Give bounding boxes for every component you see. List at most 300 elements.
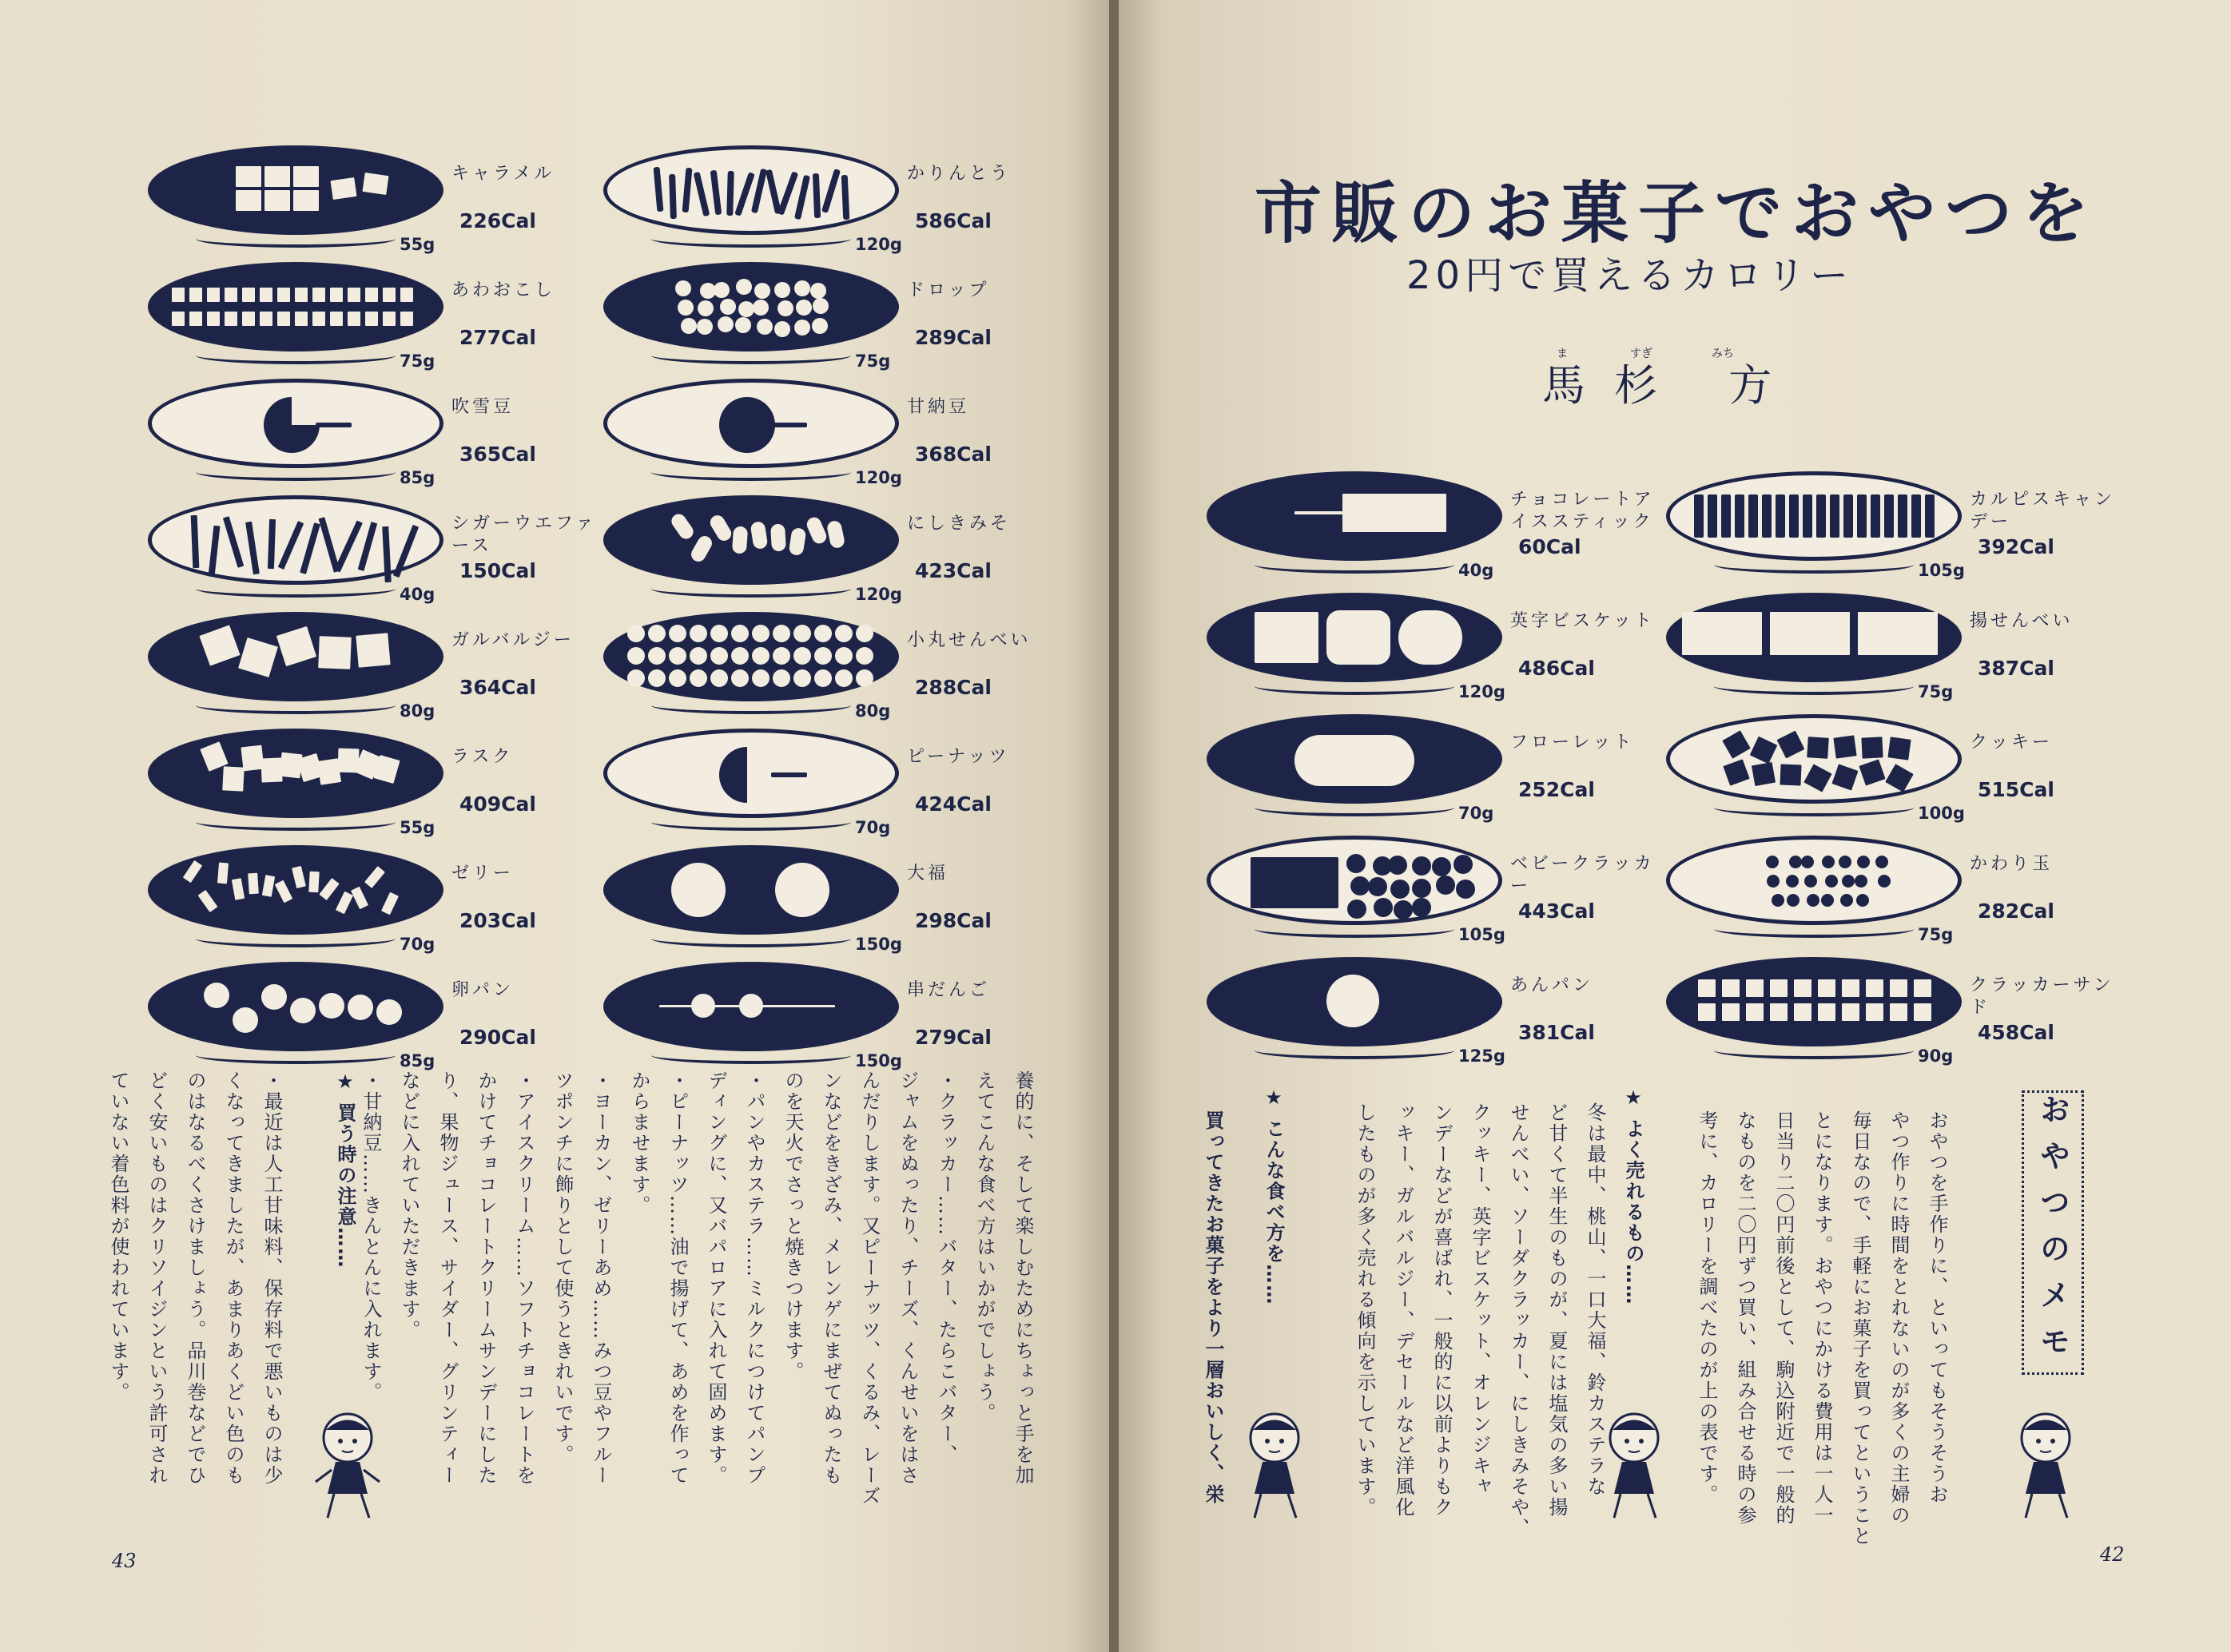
page-subtitle: 20円で買えるカロリー (1406, 253, 1854, 298)
illustration-piece (1394, 900, 1413, 919)
illustration-piece (774, 321, 790, 337)
food-weight: 150g (855, 1051, 902, 1070)
illustration-piece (358, 522, 378, 571)
awaokoshi-squares-icon (148, 262, 443, 351)
caution-col-4: ていない着色料が使われています。 (107, 1070, 129, 1403)
illustration-piece (1346, 854, 1366, 873)
illustration-piece (209, 526, 221, 577)
text-col-5: ンなどをきざみ、メレンゲにまぜてぬったも (820, 1070, 842, 1486)
illustration-piece (1871, 494, 1880, 538)
illustration-piece (739, 994, 763, 1018)
cigar-sticks-icon (148, 495, 443, 585)
food-name: あんパン (1510, 975, 1594, 995)
text-col-1: えてこんな食べ方はいかがでしょう。 (973, 1070, 996, 1424)
caution-col-1: くなってきましたが、あまりあくどい色のも (222, 1070, 245, 1486)
illustration-piece (710, 669, 728, 687)
food-weight: 55g (400, 818, 435, 837)
text-col-7: ・パンやカステラ……ミルクにつけてパンプ (743, 1070, 766, 1486)
illustration-piece (1842, 979, 1859, 997)
food-calories: 368Cal (915, 443, 992, 466)
abc-biscuits-icon (1207, 593, 1502, 682)
illustration-piece (348, 312, 360, 326)
cookie-pieces-icon (1666, 714, 1962, 804)
illustration-piece (1721, 494, 1731, 538)
text-col-3: ジャムをぬったり、チーズ、くんせいをはさ (897, 1070, 919, 1486)
illustration-piece (856, 625, 873, 642)
illustration-piece (1326, 610, 1390, 665)
food-calories: 290Cal (459, 1026, 536, 1049)
food-calories: 282Cal (1978, 899, 2054, 923)
food-calories: 409Cal (459, 792, 536, 816)
illustration-piece (1326, 975, 1379, 1027)
food-name: 英字ビスケット (1510, 611, 1655, 631)
tray-line (196, 813, 396, 831)
food-name: クラッカーサンド (1970, 975, 2114, 1018)
drop-candies-icon (603, 262, 899, 351)
food-name: 卵パン (451, 980, 515, 1000)
illustration-piece (381, 892, 399, 915)
illustration-piece (1822, 856, 1835, 868)
illustration-piece (262, 875, 275, 897)
illustration-piece (1432, 857, 1451, 876)
right-page (1119, 0, 2231, 1652)
tray-line (1714, 920, 1914, 938)
illustration-piece (1861, 737, 1883, 758)
illustration-piece (275, 880, 292, 903)
food-weight: 80g (855, 701, 891, 721)
illustration-piece (1859, 760, 1885, 786)
illustration-piece (735, 317, 751, 333)
illustration-piece (330, 288, 343, 302)
illustration-piece (710, 625, 728, 642)
illustration-piece (794, 280, 810, 296)
illustration-piece (1789, 856, 1802, 868)
illustration-piece (1694, 494, 1704, 538)
illustration-piece (232, 878, 245, 900)
illustration-piece (750, 521, 768, 550)
tray-line (1714, 1042, 1914, 1059)
tray-line (196, 697, 396, 714)
food-name: ドロップ (907, 280, 990, 300)
food-weight: 100g (1918, 804, 1965, 823)
egg-bread-rounds-icon (148, 962, 443, 1051)
illustration-piece (777, 300, 793, 316)
food-weight: 105g (1458, 925, 1505, 944)
tray-line (1714, 799, 1914, 816)
illustration-piece (691, 994, 715, 1018)
tray-line (1255, 677, 1454, 695)
food-name: 小丸せんべい (907, 630, 1032, 650)
page-number: 42 (2100, 1543, 2125, 1566)
illustration-piece (773, 625, 790, 642)
illustration-piece (376, 999, 402, 1025)
illustration-piece (821, 169, 841, 213)
illustration-piece (718, 316, 734, 332)
illustration-piece (1925, 494, 1935, 538)
illustration-piece (1294, 511, 1342, 514)
illustration-piece (1825, 875, 1838, 888)
food-weight: 120g (855, 468, 902, 487)
ice-stick-icon (1207, 471, 1502, 561)
illustration-piece (222, 766, 244, 791)
illustration-piece (671, 863, 726, 917)
eat-heading: ★ こんな食べ方を…… (1263, 1086, 1285, 1306)
food-name: かわり玉 (1970, 854, 2054, 874)
illustration-piece (826, 519, 846, 549)
illustration-piece (814, 625, 832, 642)
illustration-piece (204, 983, 229, 1008)
food-name: カルピスキャンデー (1970, 490, 2116, 532)
illustration-piece (770, 523, 786, 551)
illustration-piece (1723, 760, 1749, 786)
text-col-15: り、果物ジュース、サイダー、グリンティー (436, 1070, 459, 1486)
illustration-piece (1878, 875, 1891, 888)
memo-col-4: 日当り二〇円前後として、駒込附近で一般的 (1772, 1110, 1795, 1526)
illustration-piece (261, 984, 287, 1010)
girl-illustration (304, 1406, 392, 1526)
tray-line (1714, 677, 1914, 695)
food-weight: 40g (400, 585, 435, 604)
tray-line (1714, 556, 1914, 574)
tray-line (196, 930, 396, 947)
text-col-11: ・ヨーカン、ゼリーあめ……みつ豆やフルー (590, 1070, 612, 1486)
illustration-piece (172, 312, 185, 326)
illustration-piece (348, 288, 360, 302)
food-name: ガルバルジー (451, 630, 575, 650)
illustration-piece (1251, 857, 1338, 908)
author-ruby-3: みち (1712, 347, 1734, 360)
illustration-piece (293, 166, 319, 187)
illustration-piece (393, 525, 419, 578)
illustration-piece (697, 319, 713, 335)
text-col-0: 養的に、そして楽しむためにちょっと手を加 (1012, 1070, 1034, 1486)
food-weight: 120g (1458, 682, 1505, 701)
food-calories: 289Cal (915, 326, 992, 349)
illustration-piece (669, 669, 686, 687)
illustration-piece (752, 625, 770, 642)
food-name: 甘納豆 (907, 397, 970, 417)
illustration-piece (1255, 612, 1318, 663)
illustration-piece (1839, 856, 1851, 868)
illustration-piece (1342, 494, 1446, 532)
food-name: ラスク (451, 747, 514, 767)
illustration-piece (726, 170, 734, 215)
memo-col-1: やつ作りに時間をとれないのが多くの主婦の (1887, 1110, 1910, 1526)
page-number: 43 (112, 1550, 137, 1572)
illustration-piece (648, 625, 666, 642)
tray-line (651, 930, 851, 947)
illustration-piece (1752, 762, 1776, 786)
tray-line (1255, 1042, 1454, 1059)
illustration-piece (268, 519, 276, 569)
food-calories: 586Cal (915, 209, 992, 232)
illustration-piece (199, 625, 240, 665)
illustration-piece (678, 300, 694, 316)
illustration-piece (669, 647, 686, 665)
illustration-piece (771, 772, 807, 777)
illustration-piece (383, 312, 396, 326)
illustration-piece (1722, 1003, 1740, 1021)
illustration-piece (1818, 1003, 1835, 1021)
illustration-piece (814, 647, 832, 665)
memo-col-0: おやつを手作りに、といってもそうそうお (1926, 1110, 1948, 1505)
illustration-piece (277, 312, 290, 326)
food-weight: 150g (855, 935, 902, 954)
illustration-piece (1911, 494, 1921, 538)
illustration-piece (293, 190, 319, 211)
baby-crackers-icon (1207, 836, 1502, 925)
text-col-2: ・クラッカー……バター、たらこバター、 (935, 1070, 957, 1465)
food-calories: 423Cal (915, 559, 992, 582)
illustration-piece (796, 300, 812, 316)
food-calories: 150Cal (459, 559, 536, 582)
sells-col-1: ど甘くて半生のものが、夏には塩気の多い揚 (1545, 1102, 1568, 1518)
illustration-piece (1412, 879, 1431, 898)
illustration-piece (777, 172, 799, 216)
food-calories: 443Cal (1518, 899, 1595, 923)
food-weight: 75g (1918, 682, 1954, 701)
illustration-piece (1898, 494, 1907, 538)
illustration-piece (1454, 855, 1473, 874)
illustration-piece (364, 866, 385, 888)
illustration-piece (295, 288, 308, 302)
illustration-piece (813, 173, 821, 218)
illustration-piece (1803, 494, 1812, 538)
illustration-piece (260, 312, 272, 326)
illustration-piece (400, 312, 413, 326)
dango-skewer-icon (603, 962, 899, 1051)
memo-col-6: 考に、カロリーを調べたのが上の表です。 (1696, 1110, 1718, 1505)
illustration-piece (681, 318, 697, 334)
text-col-12: ツポンチに飾りとして使うときれいです。 (551, 1070, 574, 1465)
illustration-piece (754, 283, 770, 299)
memo-col-2: 毎日なので、手軽にお菓子を買ってということ (1849, 1110, 1871, 1547)
illustration-piece (1347, 899, 1366, 919)
illustration-piece (1803, 764, 1831, 792)
food-name: ゼリー (451, 864, 515, 884)
illustration-piece (736, 279, 752, 295)
illustration-piece (1722, 730, 1751, 759)
illustration-piece (738, 301, 754, 317)
illustration-piece (1866, 1003, 1883, 1021)
tray-line (196, 1046, 396, 1064)
illustration-piece (813, 298, 829, 314)
illustration-piece (1842, 875, 1855, 888)
illustration-piece (773, 647, 790, 665)
food-calories: 365Cal (459, 443, 536, 466)
caution-col-0: ・最近は人工甘味料、保存料で悪いものは少 (260, 1070, 283, 1486)
illustration-piece (1398, 610, 1462, 665)
left-page (0, 0, 1112, 1652)
illustration-piece (731, 647, 749, 665)
food-name: かりんとう (907, 164, 1012, 184)
illustration-piece (290, 998, 316, 1023)
tray-line (1255, 920, 1454, 938)
illustration-piece (278, 521, 304, 570)
illustration-piece (698, 300, 714, 316)
measure-circle (719, 747, 775, 803)
illustration-piece (1766, 856, 1779, 868)
text-col-13: ・アイスクリーム……ソフトチョコレートを (513, 1070, 535, 1486)
illustration-piece (690, 647, 707, 665)
illustration-piece (1412, 856, 1431, 876)
florette-crescent-icon (1207, 714, 1502, 804)
illustration-piece (1350, 876, 1370, 895)
food-weight: 70g (1458, 804, 1494, 823)
illustration-piece (835, 625, 853, 642)
illustration-piece (1787, 894, 1800, 907)
illustration-piece (1801, 856, 1814, 868)
illustration-piece (1890, 979, 1907, 997)
food-calories: 226Cal (459, 209, 536, 232)
illustration-piece (669, 174, 677, 219)
illustration-piece (1456, 880, 1475, 899)
food-calories: 458Cal (1978, 1021, 2054, 1044)
illustration-piece (1843, 494, 1853, 538)
illustration-piece (207, 288, 220, 302)
illustration-piece (682, 167, 693, 212)
sells-heading: ★ よく売れるもの…… (1622, 1086, 1644, 1306)
tray-line (651, 813, 851, 831)
food-weight: 80g (400, 701, 435, 721)
text-col-17: ・甘納豆……きんとんに入れます。 (360, 1070, 382, 1403)
tray-line (651, 1046, 851, 1064)
food-name: 串だんご (907, 980, 991, 1000)
illustration-piece (841, 175, 850, 220)
food-calories: 424Cal (915, 792, 992, 816)
measure-circle-full-icon (603, 379, 899, 468)
food-weight: 85g (400, 1051, 435, 1070)
illustration-piece (1294, 735, 1414, 786)
caramel-cubes-icon (148, 145, 443, 235)
illustration-piece (771, 423, 807, 427)
food-weight: 55g (400, 235, 435, 254)
food-weight: 75g (1918, 925, 1954, 944)
illustration-piece (365, 312, 378, 326)
illustration-piece (1875, 856, 1888, 868)
food-weight: 40g (1458, 561, 1494, 580)
food-calories: 387Cal (1978, 657, 2054, 680)
illustration-piece (1857, 494, 1867, 538)
illustration-piece (1789, 494, 1799, 538)
illustration-piece (752, 669, 770, 687)
illustration-piece (757, 319, 773, 335)
illustration-piece (1770, 612, 1850, 655)
illustration-piece (319, 993, 344, 1019)
illustration-piece (1831, 764, 1858, 790)
tray-line (196, 580, 396, 598)
illustration-piece (316, 423, 352, 427)
tray-line (651, 347, 851, 364)
illustration-piece (207, 312, 220, 326)
girl-illustration (2002, 1406, 2090, 1526)
illustration-piece (308, 872, 319, 893)
illustration-piece (835, 647, 853, 665)
illustration-piece (1890, 1003, 1907, 1021)
tray-line (196, 463, 396, 481)
illustration-piece (295, 312, 308, 326)
illustration-piece (774, 282, 790, 298)
food-name: 大福 (907, 864, 949, 884)
tray-line (1255, 556, 1454, 574)
illustration-piece (1794, 979, 1811, 997)
author-name: 馬杉 方 (1542, 360, 1801, 411)
illustration-piece (1777, 731, 1805, 759)
fried-cracker-bars-icon (1666, 593, 1962, 682)
illustration-piece (330, 177, 356, 200)
illustration-piece (689, 533, 714, 563)
illustration-piece (690, 625, 707, 642)
food-weight: 105g (1918, 561, 1965, 580)
sells-col-2: せんべい、ソーダクラッカー、にしきみそや、 (1507, 1102, 1529, 1539)
illustration-piece (1388, 856, 1407, 875)
food-calories: 277Cal (459, 326, 536, 349)
illustration-piece (225, 312, 237, 326)
food-name: ピーナッツ (907, 747, 1010, 767)
illustration-piece (336, 892, 353, 915)
illustration-piece (1856, 894, 1869, 907)
illustration-piece (1804, 875, 1817, 888)
author-ruby-1: ま (1557, 347, 1568, 360)
illustration-piece (1390, 880, 1410, 899)
illustration-piece (356, 633, 390, 667)
illustration-piece (1436, 876, 1455, 895)
tray-line (651, 580, 851, 598)
illustration-piece (1842, 1003, 1859, 1021)
illustration-piece (292, 866, 306, 888)
daifuku-pair-icon (603, 845, 899, 935)
illustration-piece (775, 863, 829, 917)
illustration-piece (1770, 979, 1788, 997)
illustration-piece (731, 625, 749, 642)
illustration-piece (708, 512, 734, 542)
illustration-piece (694, 171, 710, 216)
text-col-8: ディングに、又バパロアに入れて固めます。 (705, 1070, 727, 1486)
food-name: にしきみそ (907, 514, 1012, 534)
illustration-piece (731, 669, 749, 687)
illustration-piece (1840, 894, 1853, 907)
illustration-piece (794, 320, 810, 336)
text-col-10: からませます。 (628, 1070, 650, 1216)
illustration-piece (382, 526, 392, 582)
food-name: フローレット (1510, 733, 1635, 753)
illustration-piece (710, 647, 728, 665)
illustration-piece (319, 878, 339, 900)
food-calories: 486Cal (1518, 657, 1595, 680)
illustration-piece (276, 626, 316, 666)
sells-col-3: クッキー、英字ビスケット、オレンジキャ (1469, 1102, 1491, 1497)
sells-col-4: ンデーなどが喜ばれ、一般的に以前よりもク (1430, 1102, 1453, 1518)
biscuit-tiles-icon (148, 612, 443, 701)
food-calories: 298Cal (915, 909, 992, 932)
illustration-piece (714, 282, 730, 298)
illustration-piece (236, 190, 261, 211)
illustration-piece (1914, 1003, 1931, 1021)
illustration-piece (183, 860, 202, 883)
illustration-piece (856, 669, 873, 687)
caution-col-2: のはなるべくさけましょう。品川巻などでひ (184, 1070, 206, 1486)
food-weight: 120g (855, 235, 902, 254)
illustration-piece (1767, 875, 1780, 888)
illustration-piece (238, 637, 278, 677)
illustration-piece (805, 515, 829, 546)
food-name: シガーウエファース (451, 514, 597, 556)
illustration-piece (753, 300, 769, 316)
illustration-piece (627, 647, 645, 665)
tray-line (651, 230, 851, 248)
eat-col-0: 買ってきたお菓子をより一層おいしく、栄 (1202, 1110, 1224, 1505)
illustration-piece (1858, 612, 1938, 655)
